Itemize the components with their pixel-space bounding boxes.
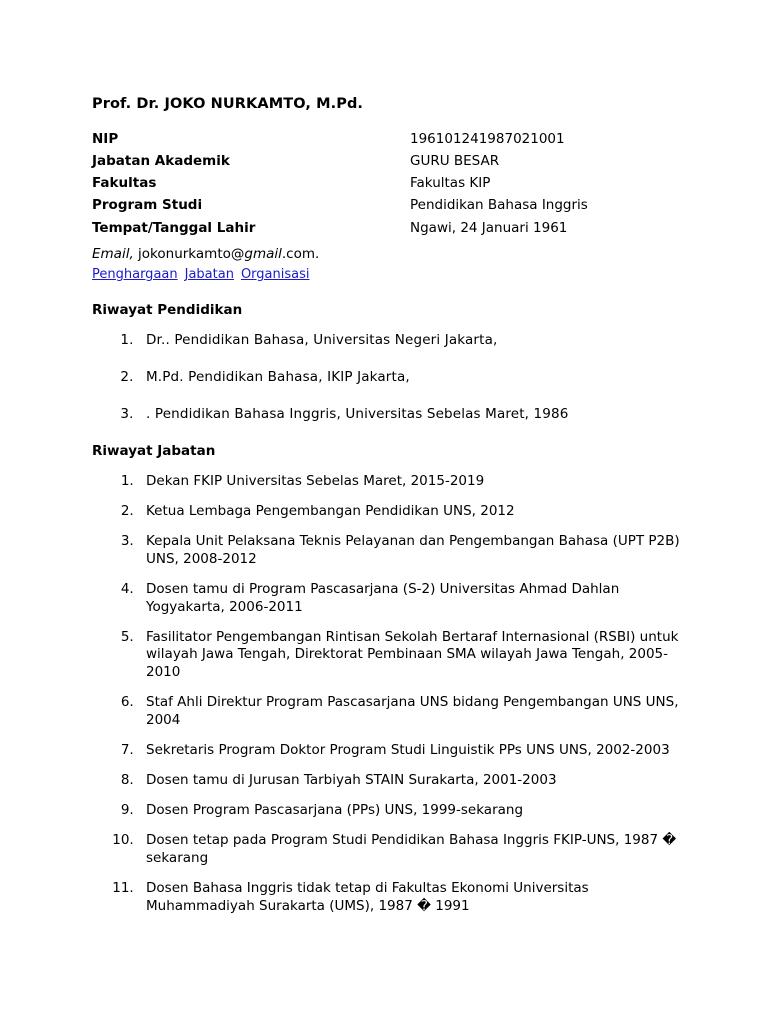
meta-label-fakultas: Fakultas [92, 175, 157, 192]
table-row [92, 196, 588, 218]
position-history-list [92, 473, 680, 916]
meta-label-program-studi: Program Studi [92, 197, 203, 214]
meta-value-fakultas: Fakultas KIP [410, 175, 491, 192]
table-row [92, 130, 588, 152]
list-item: 3. Kepala Unit Pelaksana Teknis Pelayanan dan Pengembangan Bahasa (UPT P2B) UNS, 2008-2012 [138, 533, 680, 569]
list-item: 7. Sekretaris Program Doktor Program Studi Linguistik PPs UNS UNS, 2002-2003 [138, 742, 680, 760]
list-item: 11. Dosen Bahasa Inggris tidak tetap di Fakultas Ekonomi Universitas Muhammadiyah Surakarta (UMS), 1987 � 1991 [138, 880, 680, 916]
education-list [92, 332, 680, 424]
meta-label-nip: NIP [92, 131, 119, 147]
email-line [92, 245, 680, 264]
link-organisasi[interactable]: Organisasi [240, 266, 310, 282]
email-domain: gmail [244, 245, 282, 262]
email-label: Email, [92, 245, 134, 262]
list-item: 5. Fasilitator Pengembangan Rintisan Sekolah Bertaraf Internasional (RSBI) untuk wilayah Jawa Tengah, Direktorat Pembinaan SMA wilayah Jawa Tengah, 2005-2010 [138, 629, 680, 683]
meta-label-tempat-tanggal-lahir: Tempat/Tanggal Lahir [92, 219, 256, 236]
email-user: jokonurkamto@ [133, 245, 245, 262]
list-item: 1. Dekan FKIP Universitas Sebelas Maret, 2015-2019 [138, 473, 680, 491]
list-item: 3. . Pendidikan Bahasa Inggris, Universitas Sebelas Maret, 1986 [138, 406, 680, 424]
list-item: 4. Dosen tamu di Program Pascasarjana (S-2) Universitas Ahmad Dahlan Yogyakarta, 2006-2011 [138, 581, 680, 617]
list-item: 10. Dosen tetap pada Program Studi Pendidikan Bahasa Inggris FKIP-UNS, 1987 � sekarang [138, 832, 680, 868]
page-title: Prof. Dr. JOKO NURKAMTO, M.Pd. [92, 96, 364, 112]
meta-label-jabatan-akademik: Jabatan Akademik [92, 153, 230, 170]
link-jabatan[interactable]: Jabatan [184, 266, 234, 282]
meta-value-program-studi: Pendidikan Bahasa Inggris [410, 197, 588, 214]
link-penghargaan[interactable]: Penghargaan [92, 266, 178, 282]
list-item: 6. Staf Ahli Direktur Program Pascasarjana UNS bidang Pengembangan UNS UNS, 2004 [138, 694, 680, 730]
list-item: 2. Ketua Lembaga Pengembangan Pendidikan UNS, 2012 [138, 503, 680, 521]
email-tld: .com. [281, 245, 320, 262]
meta-value-jabatan-akademik: GURU BESAR [410, 153, 500, 170]
list-item: 1. Dr.. Pendidikan Bahasa, Universitas Negeri Jakarta, [138, 332, 680, 350]
meta-value-nip: 196101241987021001 [410, 131, 565, 147]
table-row [92, 174, 588, 196]
list-item: 2. M.Pd. Pendidikan Bahasa, IKIP Jakarta, [138, 369, 680, 387]
meta-value-tempat-tanggal-lahir: Ngawi, 24 Januari 1961 [410, 219, 568, 236]
section-heading-riwayat-pendidikan: Riwayat Pendidikan [92, 301, 243, 318]
table-row [92, 152, 588, 174]
table-row [92, 219, 588, 241]
list-item: 8. Dosen tamu di Jurusan Tarbiyah STAIN Surakarta, 2001-2003 [138, 772, 680, 790]
list-item: 9. Dosen Program Pascasarjana (PPs) UNS, 1999-sekarang [138, 802, 680, 820]
profile-meta-table [92, 130, 588, 241]
section-heading-riwayat-jabatan: Riwayat Jabatan [92, 442, 216, 459]
quick-links [92, 267, 680, 282]
